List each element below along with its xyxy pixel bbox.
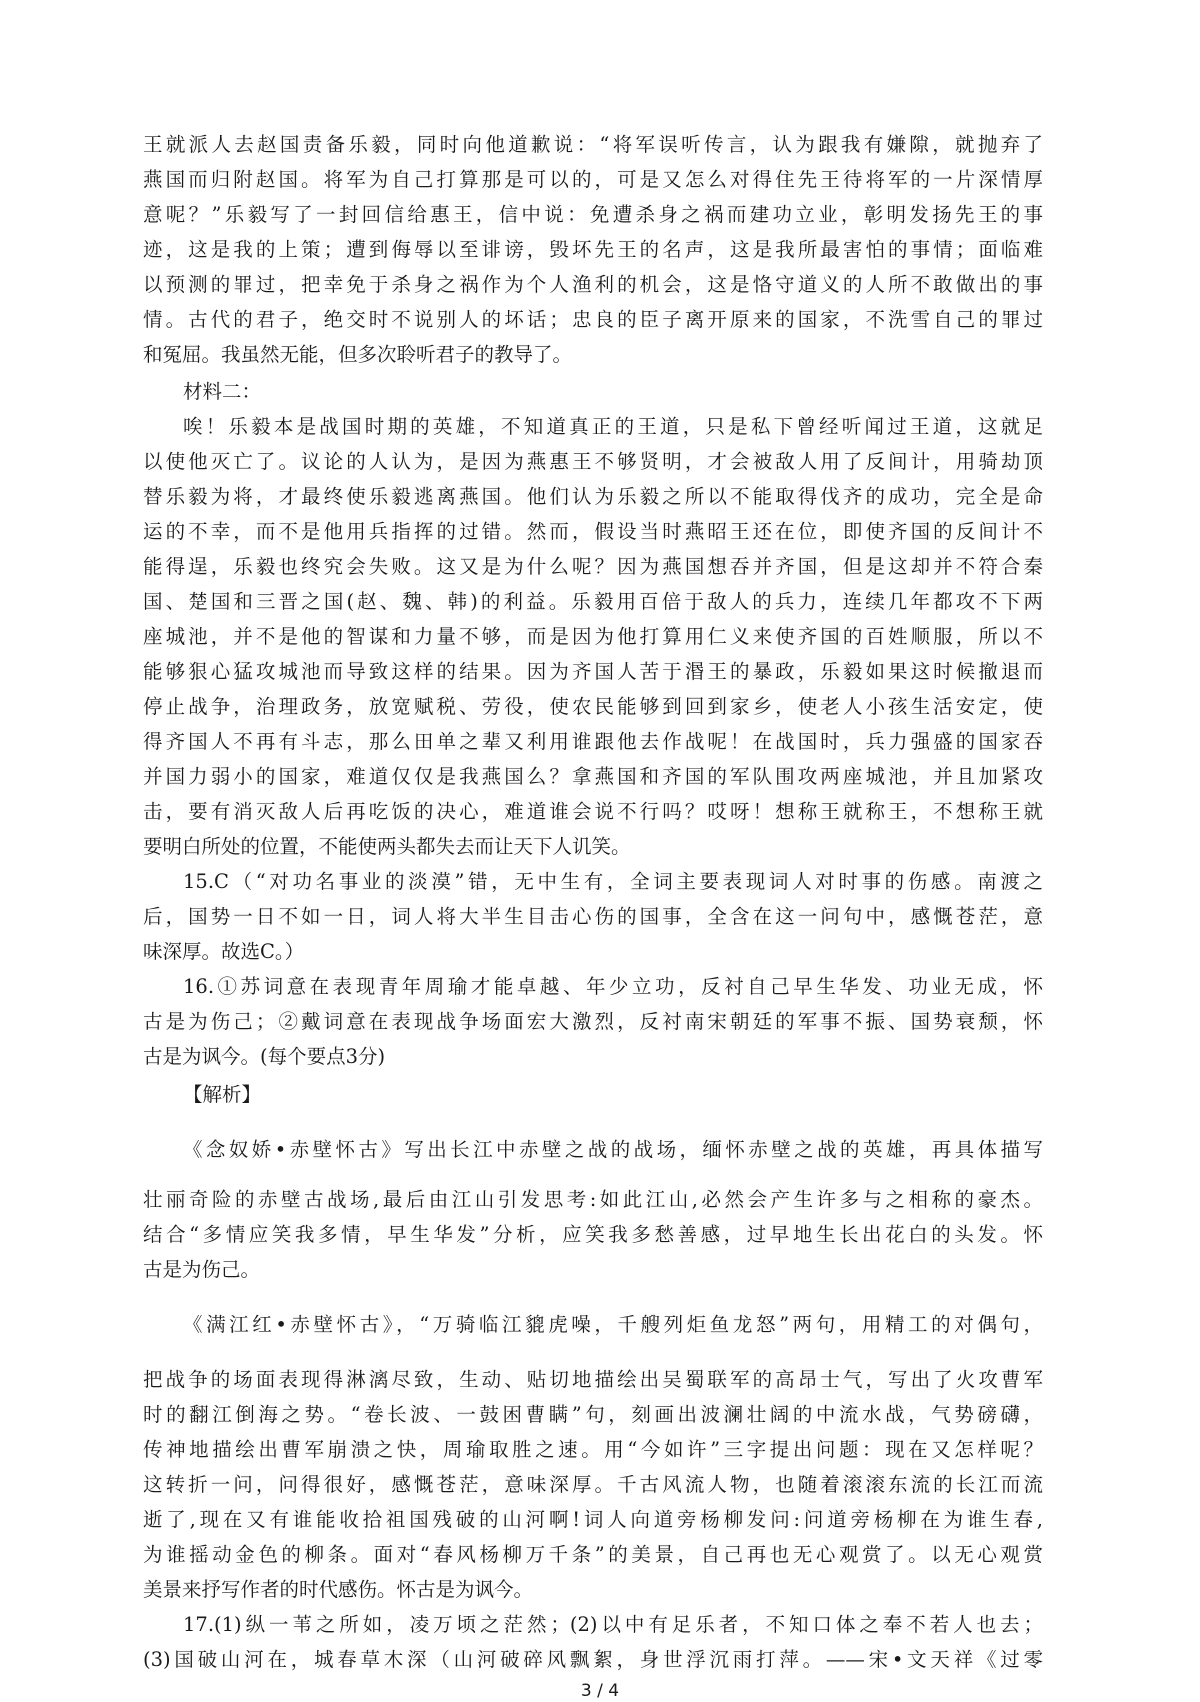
text-line: 17.(1)纵一苇之所如，凌万顷之茫然；(2)以中有足乐者，不知口体之奉不若人也去； [183, 1613, 1043, 1636]
text-line: 这转折一问，问得很好，感慨苍茫，意味深厚。千古风流人物，也随着滚滚东流的长江而流 [143, 1473, 1043, 1496]
text-line: 材料二： [183, 380, 262, 403]
text-line: 逝了,现在又有谁能收拾祖国残破的山河啊!词人向道旁杨柳发问:问道旁杨柳在为谁生春, [143, 1508, 1043, 1531]
text-line: 【解析】 [183, 1083, 262, 1106]
text-line: 停止战争，治理政务，放宽赋税、劳役，使农民能够到回到家乡，使老人小孩生活安定，使 [143, 695, 1043, 718]
text-line: 情。古代的君子，绝交时不说别人的坏话；忠良的臣子离开原来的国家，不洗雪自己的罪过 [143, 308, 1043, 331]
text-line: 能够狠心猛攻城池而导致这样的结果。因为齐国人苦于湣王的暴政，乐毅如果这时候撤退而 [143, 660, 1043, 683]
text-line: 以使他灭亡了。议论的人认为，是因为燕惠王不够贤明，才会被敌人用了反间计，用骑劫顶 [143, 450, 1043, 473]
page-number: 3 / 4 [580, 1681, 620, 1701]
text-line: 意呢？”乐毅写了一封回信给惠王，信中说：免遭杀身之祸而建功立业，彰明发扬先王的事 [143, 203, 1043, 226]
text-line: 替乐毅为将，才最终使乐毅逃离燕国。他们认为乐毅之所以不能取得伐齐的成功，完全是命 [143, 485, 1043, 508]
text-line: 后，国势一日不如一日，词人将大半生目击心伤的国事，全含在这一问句中，感慨苍茫，意 [143, 905, 1043, 928]
text-line: 古是为伤己；②戴词意在表现战争场面宏大激烈，反衬南宋朝廷的军事不振、国势衰颓，怀 [143, 1010, 1043, 1033]
text-line: 古是为讽今。(每个要点3分) [143, 1045, 386, 1068]
text-line: 《满江红•赤壁怀古》，“万骑临江貔虎噪，千艘列炬鱼龙怒”两句，用精工的对偶句， [183, 1313, 1043, 1336]
text-line: 时的翻江倒海之势。“卷长波、一鼓困曹瞒”句，刻画出波澜壮阔的中流水战，气势磅礴， [143, 1403, 1043, 1426]
text-line: 国、楚国和三晋之国(赵、魏、韩)的利益。乐毅用百倍于敌人的兵力，连续几年都攻不下两 [143, 590, 1043, 613]
text-line: (3)国破山河在，城春草木深（山河破碎风飘絮，身世浮沉雨打萍。——宋•文天祥《过零 [143, 1648, 1043, 1671]
text-line: 壮丽奇险的赤壁古战场,最后由江山引发思考:如此江山,必然会产生许多与之相称的豪杰。 [143, 1188, 1043, 1211]
text-line: 15.C（“对功名事业的淡漠”错，无中生有，全词主要表现词人对时事的伤感。南渡之 [183, 870, 1043, 893]
text-line: 唉！乐毅本是战国时期的英雄，不知道真正的王道，只是私下曾经听闻过王道，这就足 [183, 415, 1043, 438]
text-line: 击，要有消灭敌人后再吃饭的决心，难道谁会说不行吗？哎呀！想称王就称王，不想称王就 [143, 800, 1043, 823]
text-line: 迹，这是我的上策；遭到侮辱以至诽谤，毁坏先王的名声，这是我所最害怕的事情；面临难 [143, 238, 1043, 261]
text-line: 《念奴娇•赤壁怀古》写出长江中赤壁之战的战场，缅怀赤壁之战的英雄，再具体描写 [183, 1138, 1043, 1161]
text-line: 传神地描绘出曹军崩溃之快，周瑜取胜之速。用“今如许”三字提出问题：现在又怎样呢？ [143, 1438, 1043, 1461]
text-line: 得齐国人不再有斗志，那么田单之辈又利用谁跟他去作战呢！在战国时，兵力强盛的国家吞 [143, 730, 1043, 753]
text-line: 16.①苏词意在表现青年周瑜才能卓越、年少立功，反衬自己早生华发、功业无成，怀 [183, 975, 1043, 998]
text-line: 把战争的场面表现得淋漓尽致，生动、贴切地描绘出吴蜀联军的高昂士气，写出了火攻曹军 [143, 1368, 1043, 1391]
text-line: 要明白所处的位置，不能使两头都失去而让天下人讥笑。 [143, 835, 631, 858]
text-line: 座城池，并不是他的智谋和力量不够，而是因为他打算用仁义来使齐国的百姓顺服，所以不 [143, 625, 1043, 648]
text-line: 能得逞，乐毅也终究会失败。这又是为什么呢？因为燕国想吞并齐国，但是这却并不符合秦 [143, 555, 1043, 578]
text-line: 王就派人去赵国责备乐毅，同时向他道歉说：“将军误听传言，认为跟我有嫌隙，就抛弃了 [143, 133, 1043, 156]
text-line: 美景来抒写作者的时代感伤。怀古是为讽今。 [143, 1578, 534, 1601]
text-line: 和冤屈。我虽然无能，但多次聆听君子的教导了。 [143, 343, 573, 366]
text-line: 并国力弱小的国家，难道仅仅是我燕国么？拿燕国和齐国的军队围攻两座城池，并且加紧攻 [143, 765, 1043, 788]
text-line: 燕国而归附赵国。将军为自己打算那是可以的，可是又怎么对得住先王待将军的一片深情厚 [143, 168, 1043, 191]
text-line: 结合“多情应笑我多情，早生华发”分析，应笑我多愁善感，过早地生长出花白的头发。怀 [143, 1223, 1043, 1246]
text-line: 为谁摇动金色的柳条。面对“春风杨柳万千条”的美景，自己再也无心观赏了。以无心观赏 [143, 1543, 1043, 1566]
text-line: 味深厚。故选C。） [143, 940, 305, 963]
text-line: 运的不幸，而不是他用兵指挥的过错。然而，假设当时燕昭王还在位，即使齐国的反间计不 [143, 520, 1043, 543]
text-line: 古是为伤己。 [143, 1258, 261, 1281]
text-line: 以预测的罪过，把幸免于杀身之祸作为个人渔利的机会，这是恪守道义的人所不敢做出的事 [143, 273, 1043, 296]
